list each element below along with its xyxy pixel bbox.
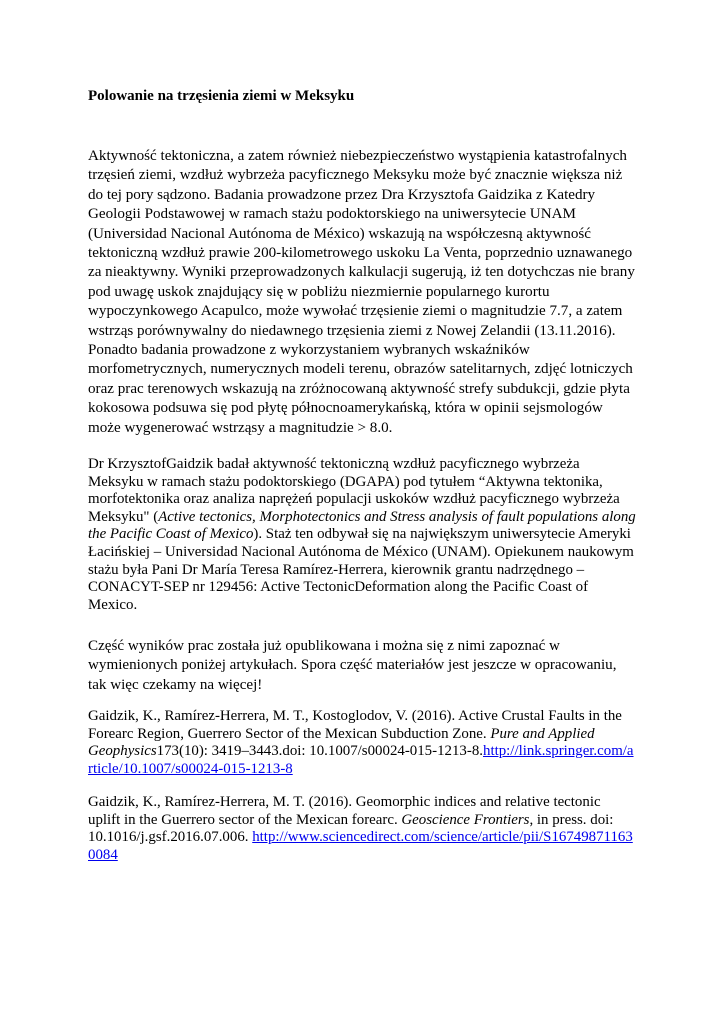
internship-paragraph (88, 456, 636, 614)
reference-2-link[interactable]: http://www.sciencedirect.com/science/article/pii/S167498711630084 (88, 829, 633, 863)
reference-1 (88, 708, 636, 778)
reference-2-authors: Gaidzik, K., Ramírez-Herrera, M. T. (2016). Geomorphic indices and relative tectonic uplift in the Guerrero sector of the Mexican forearc. (88, 794, 601, 828)
reference-1-link[interactable]: http://link.springer.com/article/10.1007/s00024-015-1213-8 (88, 743, 634, 777)
internship-text-before: Dr KrzysztofGaidzik badał aktywność tektoniczną wzdłuż pacyficznego wybrzeża Meksyku w ramach stażu podoktorskiego (DGAPA) pod tytułem “Aktywna tektonika, morfotektonika oraz analiza naprężeń populacji uskoków wzdłuż pacyficznego wybrzeża Meksyku" ( (88, 456, 620, 525)
reference-2-journal: Geoscience Frontiers (401, 811, 530, 828)
intro-paragraph: Aktywność tektoniczna, a zatem również niebezpieczeństwo wystąpienia katastrofalnych trzęsień ziemi, wzdłuż wybrzeża pacyficznego Meksyku może być znacznie większa niż do tej pory sądzono. Badania prowadzone przez Dra Krzysztofa Gaidzika z Katedry Geologii Podstawowej w ramach stażu podoktorskiego na uniwersytecie UNAM (Universidad Nacional Autónoma de México) wskazują na współczesną aktywność tektoniczną wzdłuż prawie 200-kilometrowego uskoku La Venta, poprzednio uznawanego za nieaktywny. Wyniki przeprowadzonych kalkulacji sugerują, iż ten dotychczas nie brany pod uwagę uskok znajdujący się w pobliżu niezmiernie popularnego kurortu wypoczynkowego Acapulco, może wywołać trzęsienie ziemi o magnitudzie 7.7, a zatem wstrząs porównywalny do niedawnego trzęsienia ziemi z Nowej Zelandii (13.11.2016). Ponadto badania prowadzone z wykorzystaniem wybranych wskaźników morfometrycznych, numerycznych modeli terenu, obrazów satelitarnych, zdjęć lotniczych oraz prac terenowych wskazują na zróżnocowaną aktywność strefy subdukcji, gdzie płyta kokosowa podsuwa się pod płytę północnoamerykańską, która w opinii sejsmologów może wygenerować wstrząsy a magnitudzie > 8.0. (88, 148, 635, 436)
reference-1-details: 173(10): 3419–3443.doi: 10.1007/s00024-015-1213-8. (156, 743, 483, 759)
article-title: Polowanie na trzęsienia ziemi w Meksyku (88, 88, 355, 104)
reference-2 (88, 794, 636, 864)
reference-2-details: , in press. doi: 10.1016/j.gsf.2016.07.006. (88, 811, 614, 845)
reference-1-journal: Pure and Applied Geophysics (88, 725, 595, 759)
internship-text-after: ). Staż ten odbywał się na największym uniwersytecie Ameryki Łacińskiej – Universidad Nacional Autónoma de México (UNAM). Opiekunem naukowym stażu była Pani Dr María Teresa Ramírez-Herrera, kierownik grantu nadrzędnego –CONACYT-SEP nr 129456: Active TectonicDeformation along the Pacific Coast of Mexico. (88, 526, 634, 613)
internship-title-english: Active tectonics, Morphotectonics and Stress analysis of fault populations along the Pacific Coast of Mexico (88, 508, 636, 543)
results-paragraph: Część wyników prac została już opublikowana i można się z nimi zapoznać w wymienionych poniżej artykułach. Spora część materiałów jest jeszcze w opracowaniu, tak więc czekamy na więcej! (88, 638, 617, 693)
reference-1-authors: Gaidzik, K., Ramírez-Herrera, M. T., Kostoglodov, V. (2016). Active Crustal Faults in the Forearc Region, Guerrero Sector of the Mexican Subduction Zone. (88, 708, 622, 742)
